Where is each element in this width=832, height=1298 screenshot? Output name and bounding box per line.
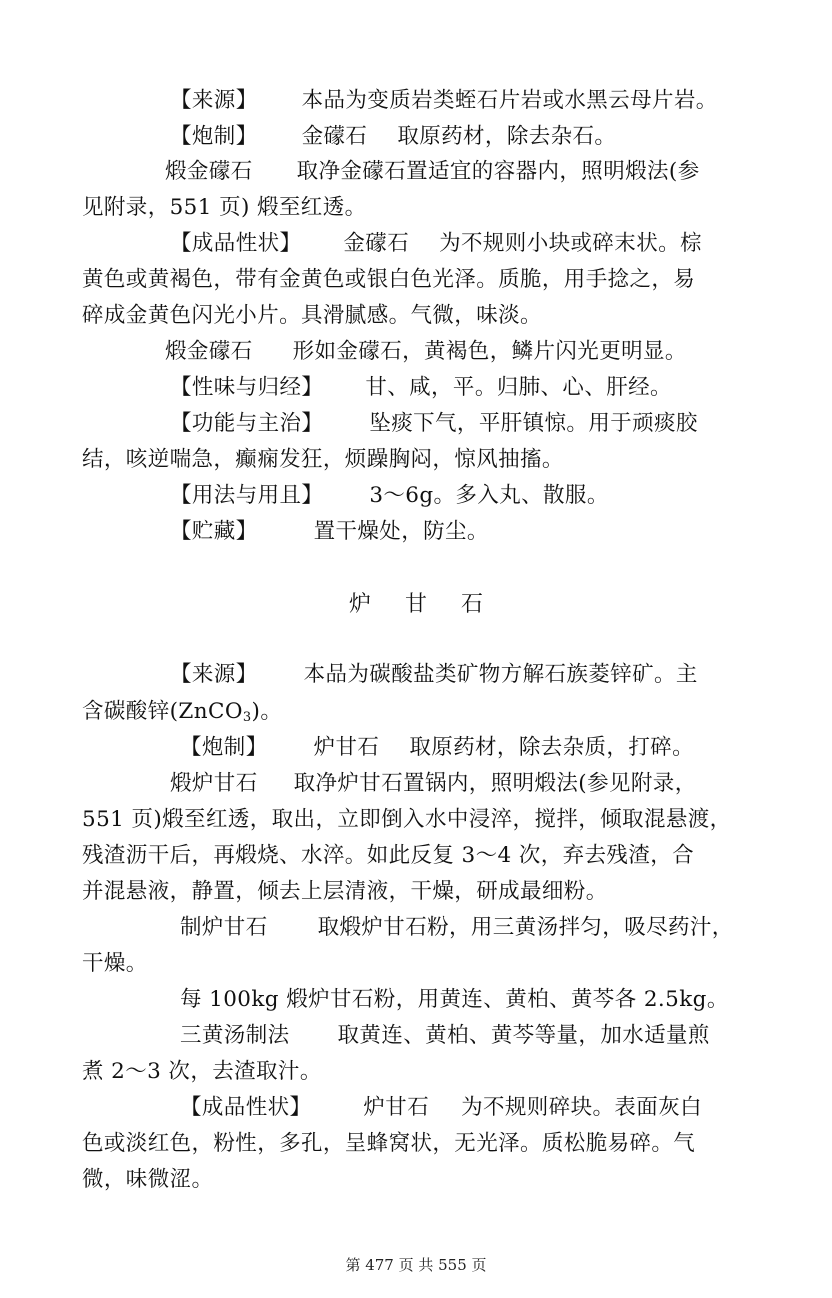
- title-char-2: 甘: [404, 592, 427, 617]
- taste-text: 甘、咸，平。归肺、心、肝经。: [365, 375, 672, 400]
- traits2-label: 【成品性状】: [180, 1095, 312, 1120]
- calcined-traits-line: [165, 339, 832, 365]
- taste-label: 【性味与归经】: [170, 375, 324, 400]
- storage-label: 【贮藏】: [170, 519, 258, 544]
- page-number-footer: 第 477 页 共 555 页: [345, 1256, 487, 1274]
- processing2-item: 炉甘石: [313, 735, 380, 760]
- source2-line-1: [170, 662, 832, 688]
- calcined-line-2: 见附录，551 页) 煅至红透。: [82, 195, 367, 220]
- processing2-text: 取原药材，除去杂质，打碎。: [409, 735, 695, 760]
- traits2-text-1: 为不规则碎块。表面灰白: [461, 1095, 703, 1120]
- source-text: 本品为变质岩类蛭石片岩或水黑云母片岩。: [301, 88, 718, 113]
- calcined-item: 煅金礞石: [165, 159, 253, 184]
- traits-line-2: 黄色或黄褐色，带有金黄色或银白色光泽。质脆，用手捻之，易: [82, 267, 696, 292]
- function-line-1: [170, 411, 832, 437]
- source-label: 【来源】: [170, 88, 258, 113]
- taste-line: [170, 375, 832, 401]
- ratio-line: 每 100kg 煅炉甘石粉，用黄连、黄柏、黄芩各 2.5kg。: [180, 987, 729, 1012]
- usage-label: 【用法与用且】: [170, 483, 324, 508]
- processing2-line: [180, 735, 832, 761]
- traits-label: 【成品性状】: [170, 231, 302, 256]
- calcined2-line-2: 551 页)煅至红透，取出，立即倒入水中浸淬，搅拌，倾取混悬渡，: [82, 807, 732, 832]
- prepared-line-2: 干燥。: [82, 951, 148, 976]
- calcined-line-1: [165, 159, 832, 185]
- function-label: 【功能与主治】: [170, 411, 324, 436]
- usage-line: [170, 483, 832, 509]
- prepared-line-1: [180, 915, 832, 941]
- title-char-1: 炉: [348, 592, 371, 617]
- calcined2-line-3: 残渣沥干后，再煅烧、水淬。如此反复 3～4 次，弃去残渣，合: [82, 843, 695, 868]
- source-line: [170, 88, 832, 114]
- source2-text-2a: 含碳酸锌(ZnCO: [82, 699, 243, 724]
- traits-text-1: 为不规则小块或碎末状。棕: [439, 231, 702, 256]
- calcined-text-1: 取净金礞石置适宜的容器内，照明煅法(参: [296, 159, 700, 184]
- formula-subscript: 3: [242, 710, 252, 725]
- decoction-line-1: [180, 1023, 832, 1049]
- traits2-line-3: 微，味微涩。: [82, 1167, 214, 1192]
- traits-line-3: 碎成金黄色闪光小片。具滑腻感。气微，味淡。: [82, 303, 542, 328]
- traits-line-1: [170, 231, 832, 257]
- calcined2-line-4: 并混悬液，静置，倾去上层清液，干燥，研成最细粉。: [82, 879, 608, 904]
- decoction-item: 三黄汤制法: [180, 1023, 290, 1048]
- source2-text-1: 本品为碳酸盐类矿物方解石族菱锌矿。主: [303, 662, 698, 687]
- traits2-item: 炉甘石: [363, 1095, 430, 1120]
- calcined2-text-1: 取净炉甘石置锅内，照明煅法(参见附录，: [293, 771, 697, 796]
- processing-label: 【炮制】: [170, 124, 258, 149]
- decoction-text-1: 取黄连、黄柏、黄芩等量，加水适量煎: [337, 1023, 710, 1048]
- traits2-line-1: [180, 1095, 832, 1121]
- function-text-1: 坠痰下气，平肝镇惊。用于顽痰胶: [369, 411, 698, 436]
- prepared-item: 制炉甘石: [180, 915, 268, 940]
- source2-label: 【来源】: [170, 662, 258, 687]
- processing-line: [170, 124, 832, 150]
- source2-line-2: [82, 699, 752, 725]
- prepared-text-1: 取煅炉甘石粉，用三黄汤拌匀，吸尽药汁，: [317, 915, 734, 940]
- section-title: [0, 591, 832, 619]
- decoction-line-2: 煮 2～3 次，去渣取汁。: [82, 1059, 322, 1084]
- calcined2-item: 煅炉甘石: [170, 771, 258, 796]
- calcined-traits-item: 煅金礞石: [165, 339, 253, 364]
- processing2-label: 【炮制】: [180, 735, 268, 760]
- source2-text-2b: )。: [251, 699, 283, 724]
- storage-text: 置干燥处，防尘。: [313, 519, 489, 544]
- calcined-traits-text: 形如金礞石，黄褐色，鳞片闪光更明显。: [292, 339, 687, 364]
- traits2-line-2: 色或淡红色，粉性，多孔，呈蜂窝状，无光泽。质松脆易碎。气: [82, 1131, 696, 1156]
- storage-line: [170, 519, 832, 545]
- calcined2-line-1: [170, 771, 832, 797]
- function-line-2: 结，咳逆喘急，癫痫发狂，烦躁胸闷，惊风抽搐。: [82, 447, 564, 472]
- usage-text: 3～6g。多入丸、散服。: [369, 483, 609, 508]
- title-char-3: 石: [461, 592, 484, 617]
- traits-item: 金礞石: [343, 231, 410, 256]
- processing-text: 取原药材，除去杂石。: [397, 124, 617, 149]
- processing-item: 金礞石: [301, 124, 368, 149]
